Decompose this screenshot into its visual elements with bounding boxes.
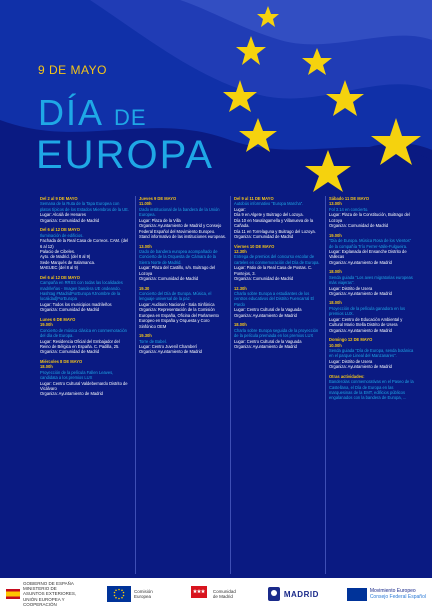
event-time: 18.00h xyxy=(40,364,53,370)
event-item xyxy=(40,317,131,355)
event-detail: Organiza: Ayuntamiento de Madrid xyxy=(329,259,392,265)
star-icon xyxy=(371,118,421,165)
star-icon xyxy=(326,80,364,116)
event-time: 18.00h xyxy=(329,269,342,275)
comunidad-madrid-emblem-icon xyxy=(188,584,210,604)
event-time: 12.30h xyxy=(234,285,247,291)
star-icon xyxy=(302,48,332,75)
event-detail: Stand informativo de las instituciones europeas. xyxy=(139,234,226,240)
event-item xyxy=(329,337,416,370)
event-day: Jueves 9 DE MAYO xyxy=(139,196,177,201)
event-title: "Día de Europa. Música Rosa de los Vientos" de la compañía Trío Ferrer-Valle-Fulgueira. xyxy=(329,238,412,249)
title-word-dia: DÍA xyxy=(38,92,115,133)
event-detail: Lugar: Patio de la Real Casa de Postas. C. Pontejos, 3. xyxy=(234,265,313,276)
madrid-bear-icon xyxy=(267,586,281,602)
event-day: Domingo 12 DE MAYO xyxy=(329,337,373,343)
event-title: Autobús informativo "Europa Marcha". xyxy=(234,201,304,207)
event-detail: Lugar: Distrito de Usera xyxy=(329,358,373,364)
event-title: Torre de Babel. xyxy=(139,338,167,344)
spain-flag-icon xyxy=(6,589,20,599)
event-time: 19.00h xyxy=(329,232,342,238)
logo-comision-europea xyxy=(107,581,160,607)
event-detail: Ayto. de Madrid. (del 8 al 9) xyxy=(40,254,91,260)
event-day: Lunes 6 DE MAYO xyxy=(40,316,76,322)
event-detail: Lugar: xyxy=(234,206,246,212)
event-detail: Lugar: Centro Cultural de la Vaguada xyxy=(234,307,302,313)
event-time: 12.30h xyxy=(234,248,247,254)
star-icon xyxy=(305,150,351,192)
event-detail: Lugar: Centro Cultural de la Vaguada xyxy=(234,338,302,344)
event-title: Concierto del Día de Europa. Música, el lenguaje universal de la paz. xyxy=(139,291,212,302)
event-title: Fol 3.14 en concierto. xyxy=(329,206,369,212)
event-time: 19.00h xyxy=(40,322,53,328)
event-title: Izado de bandera europea acompañado de Concierto de la Orquesta de Cámara de la Sierra Norte de Madrid. xyxy=(139,248,218,265)
event-day: Otras actividades: xyxy=(329,373,365,379)
event-item xyxy=(40,275,131,313)
event-time: 13.00h xyxy=(329,201,342,207)
event-item xyxy=(139,333,226,355)
event-item xyxy=(234,286,321,319)
event-detail: Organiza: Ayuntamiento de Madrid xyxy=(329,364,392,370)
event-detail: Organiza: Comunidad de Madrid xyxy=(40,349,100,355)
event-day: Miércoles 8 DE MAYO xyxy=(40,358,83,364)
star-icon xyxy=(236,36,266,65)
event-detail: Organiza: Ayuntamiento de Madrid xyxy=(234,312,297,318)
event-detail: Día 10 en Navalagamella y Villanueva de la Cañada. xyxy=(234,217,314,229)
logo-gobierno-espana xyxy=(6,581,79,607)
event-title: Concierto de música clásica en conmemoración del día de Europa. xyxy=(40,327,127,339)
me-line-2: Consejo Federal Español xyxy=(369,594,426,600)
event-detail: Lugar: Distrito de Usera xyxy=(329,285,373,291)
sponsor-footer xyxy=(0,578,432,610)
event-detail: Organiza: Ayuntamiento de Madrid xyxy=(234,343,297,349)
logo-comunidad-madrid xyxy=(188,581,239,607)
event-time: 18.00h xyxy=(329,300,342,306)
event-detail: Fachada de la Real Casa de Correos. CAM. (del 6 al 12) xyxy=(40,238,129,249)
title-line-1 xyxy=(38,92,147,134)
event-detail: Organiza: Ayuntamiento de Madrid xyxy=(40,391,103,397)
event-title: Proyección de la película ganadora en los premios LUX. xyxy=(329,305,406,317)
star-icon xyxy=(223,80,257,112)
event-detail: Organiza: Ayuntamiento de Madrid xyxy=(139,349,202,355)
event-detail: Organiza: Comunidad de Madrid xyxy=(329,223,389,229)
event-time: 19.30h xyxy=(139,333,152,339)
event-detail: Organiza: Representación de la Comisión Europea en España, Oficina del Parlamento Europeo en España y Orquesta y Coro Sinfónico OEM xyxy=(139,307,219,329)
logo-ayuntamiento-madrid xyxy=(267,581,319,607)
event-item xyxy=(234,196,321,240)
event-detail: Lugar: Auditorio Nacional - Sala Sinfónica xyxy=(139,301,215,307)
event-detail: Lugar: Plaza de la Constitución, Buitrago del Lozoya xyxy=(329,212,410,223)
logo-movimiento-europeo xyxy=(347,581,426,607)
event-title: Izado institucional de la bandera de la Unión Europea. xyxy=(139,206,220,218)
event-detail: Organiza: Comunidad de Madrid xyxy=(40,307,100,313)
event-day: Sábado 11 DE MAYO xyxy=(329,196,370,201)
event-day: Del 6 al 12 DE MAYO xyxy=(40,274,80,280)
title-word-de: DE xyxy=(114,105,147,130)
title-line-2: EUROPA xyxy=(36,133,214,177)
event-date: 9 DE MAYO xyxy=(38,63,107,77)
event-detail: Sede Marqués de Salamanca. xyxy=(40,259,96,265)
event-detail: Organiza: Ayuntamiento de Madrid xyxy=(329,327,392,333)
event-item xyxy=(139,196,226,240)
eu-flag-icon xyxy=(107,586,131,602)
event-item xyxy=(234,244,321,282)
gov-text: GOBIERNO DE ESPAÑA xyxy=(23,581,74,587)
event-time: 18.00h xyxy=(234,322,247,328)
event-detail: Organiza: Comunidad de Madrid xyxy=(139,276,199,282)
event-detail: Lugar: Todos los municipios madrileños xyxy=(40,301,112,307)
events-column xyxy=(40,196,131,574)
event-detail: Lugar: Plaza del Castillo, s/n. Buitrago del Lozoya xyxy=(139,265,216,276)
event-detail: Lugar: Residencia Oficial del Embajador del Reino de Bélgica en España. C. Padilla, 25. xyxy=(40,338,120,349)
event-item xyxy=(139,286,226,330)
event-detail: Palacio de Cibeles. xyxy=(40,248,76,254)
event-time: 10.00h xyxy=(329,342,342,348)
event-detail: Lugar: Centro de Educación Ambiental y Cultural Mario Stella Distrito de Usera xyxy=(329,316,403,328)
event-detail: Organiza: Comunidad de Madrid xyxy=(234,276,294,282)
event-title: Senda guiada "Día de Europa, senda botánica en el parque Lineal del Manzanares". xyxy=(329,347,414,359)
event-title: Entrega de premios del concurso escolar de carteles en conmemoración del Día de Europa. xyxy=(234,254,320,265)
event-detail: Día 9 en Algete y Buitrago del Lozoya. xyxy=(234,212,304,218)
event-detail: Lugar: Plaza de la Villa xyxy=(139,217,181,223)
event-item xyxy=(40,227,131,271)
event-item xyxy=(329,196,416,229)
event-detail: Lugar: Explanada del Ensanche Distrito de Vallecas xyxy=(329,248,407,260)
me-line-1: Movimiento Europeo xyxy=(369,588,416,594)
event-title: Semana de la Ruta de la Tapa Europea con platos típicos de los Estados Miembros de la UE. xyxy=(40,201,129,212)
events-column xyxy=(135,196,226,574)
event-detail: Organiza: Ayuntamiento de Madrid xyxy=(329,291,392,296)
event-item xyxy=(40,359,131,397)
event-item xyxy=(329,300,416,333)
event-item xyxy=(234,322,321,349)
event-item xyxy=(329,374,416,401)
event-detail: MAEUEC (del 8 al 9) xyxy=(40,265,78,271)
event-detail: Lugar: Alcalá de Henares xyxy=(40,212,86,218)
event-detail: Lugar: Centro Cultural Valdebernardo Distrito de Vicálvaro xyxy=(40,380,128,391)
madrid-text: MADRID xyxy=(283,589,319,599)
event-title: Senda guiada "Los aves migratorias europeas más viajeras". xyxy=(329,274,413,286)
event-title: Campaña en RRSS con todas las localidades madrileñas - Imagen bandera UE ondeando. Hashtag #MadridPorEuropa #Jnombre de la localidad]PorEuropa xyxy=(40,280,123,302)
event-title: Proyección de la película Fallen Leaves, candidata a los premios LUX xyxy=(40,369,114,381)
event-detail: Lugar: Centro Juvenil Chamberí xyxy=(139,343,198,349)
events-grid xyxy=(40,196,420,574)
event-item xyxy=(139,244,226,282)
event-detail: Día 11 en Torrelaguna y Buitrago del Lozoya. xyxy=(234,228,316,234)
cm-text: Comunidad de Madrid xyxy=(212,588,236,599)
event-title: Iluminación de edificios. xyxy=(40,232,84,238)
events-column xyxy=(325,196,416,574)
eu-text: Comisión Europea xyxy=(133,588,153,599)
event-day: Del 2 al 9 DE MAYO xyxy=(40,196,78,201)
event-item xyxy=(40,196,131,223)
event-title: Banderolas conmemorativas en el Paseo de la Castellana, el Día de Europa en las marquesinas de la EMT, edificios públicos engalanados con la bandera de Europa, ... xyxy=(329,379,414,401)
event-time: 19.30 xyxy=(139,285,150,291)
events-column xyxy=(230,196,321,574)
ministry-text: MINISTERIO DE ASUNTOS EXTERIORES, UNIÓN EUROPEA Y COOPERACIÓN xyxy=(23,586,77,607)
event-detail: Organiza: Comunidad de Madrid xyxy=(234,234,294,240)
event-day: Del 9 al 11 DE MAYO xyxy=(234,196,274,201)
event-title: Charla sobre Europa a estudiantes de los centros educativos del Distrito Fuencarral El Pardo xyxy=(234,291,315,307)
event-day: Viernes 10 DE MAYO xyxy=(234,243,275,249)
event-title: Charla sobre Europa seguida de la proyección de la película premiada en los premios LUX xyxy=(234,327,319,339)
event-day: Del 6 al 12 DE MAYO xyxy=(40,227,80,233)
event-item xyxy=(329,269,416,296)
event-detail: Organiza: Comunidad de Madrid xyxy=(40,217,100,223)
event-time: 11.00h xyxy=(139,201,152,207)
me-flag-icon xyxy=(347,588,367,601)
event-time: 13.00h xyxy=(139,243,152,249)
event-detail: Organiza: Ayuntamiento de Madrid y Consejo Federal Español del Movimiento Europeo. xyxy=(139,223,222,234)
star-icon xyxy=(257,6,279,27)
event-item xyxy=(329,233,416,266)
star-icon xyxy=(239,118,277,152)
